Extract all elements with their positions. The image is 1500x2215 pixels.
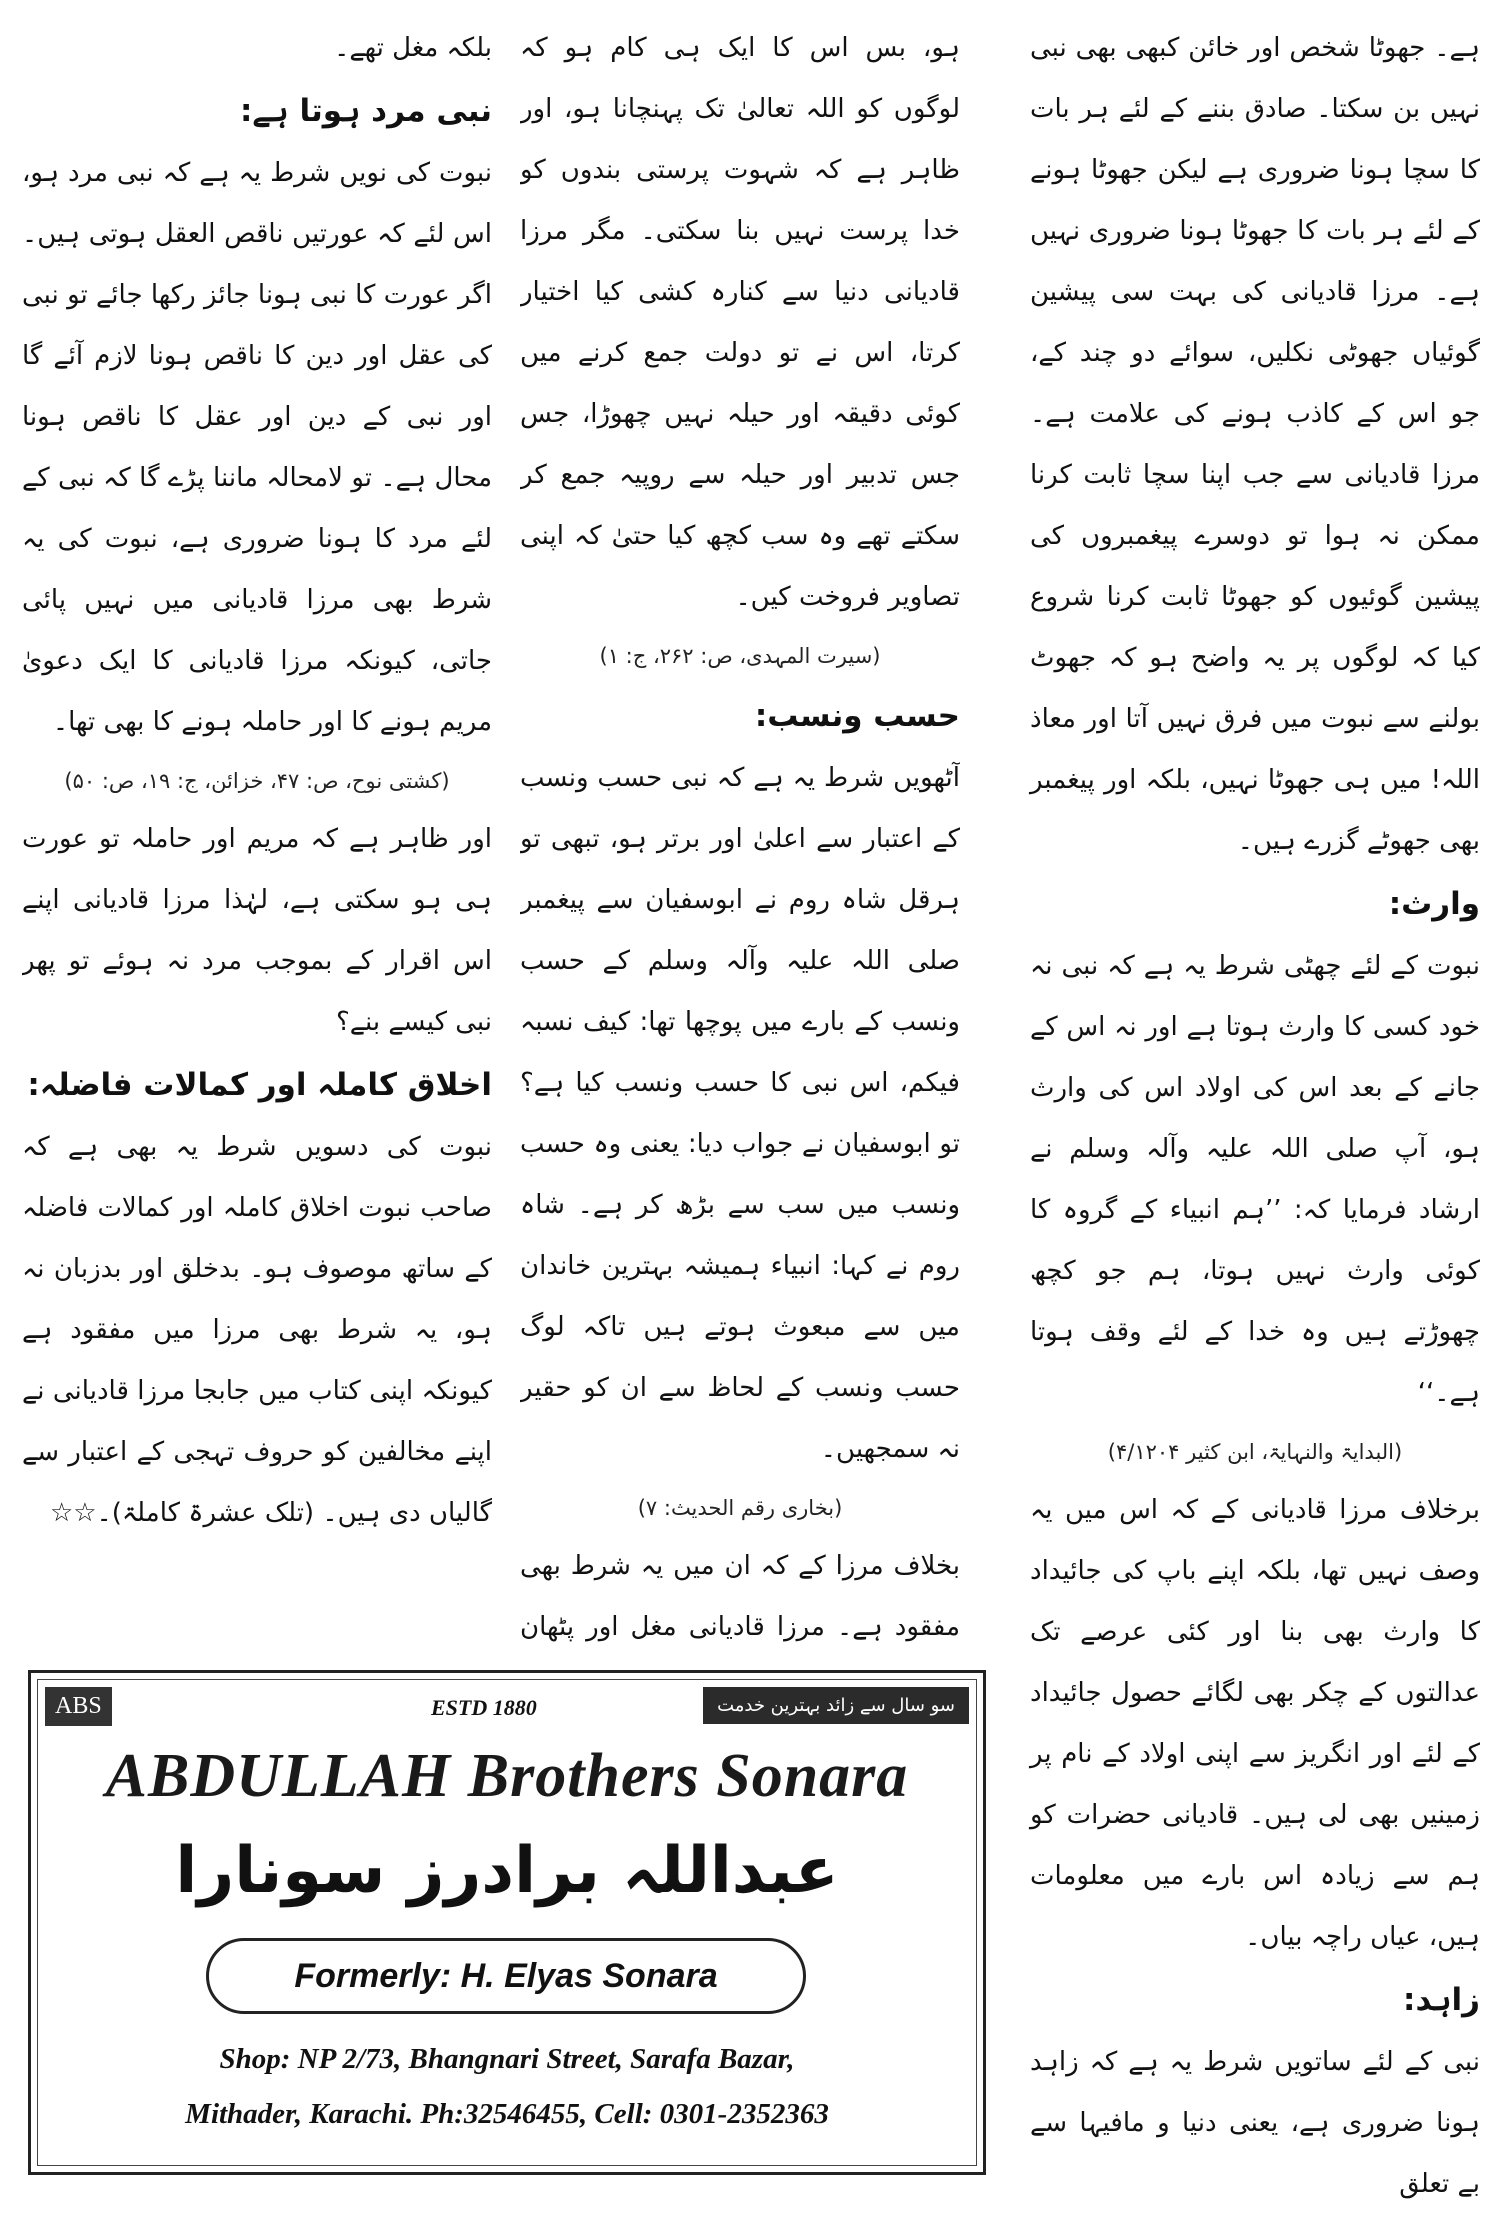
middle-column: [520, 18, 960, 1658]
paragraph: نبوت کی نویں شرط یہ ہے کہ نبی مرد ہو، اس لئے کہ عورتیں ناقص العقل ہوتی ہیں۔ اگر عورت کا نبی ہونا جائز رکھا جائے تو نبی کی عقل اور دین کا ناقص ہونا لازم آئے گا اور نبی کے دین اور عقل کا ناقص ہونا محال ہے۔ تو لامحالہ ماننا پڑے گا کہ نبی کے لئے مرد کا ہونا ضروری ہے، نبوت کی یہ شرط بھی مرزا قادیانی میں نہیں پائی جاتی، کیونکہ مرزا قادیانی کا ایک دعویٰ مریم ہونے کا اور حاملہ ہونے کا بھی تھا۔: [22, 158, 492, 737]
ad-brand-urdu: عبداللہ برادرز سونارا: [175, 1834, 839, 1908]
paragraph: بلکہ مغل تھے۔: [334, 33, 492, 63]
paragraph: آٹھویں شرط یہ ہے کہ نبی حسب ونسب کے اعتبار سے اعلیٰ اور برتر ہو، تبھی تو ہرقل شاہ روم نے ابوسفیان سے پیغمبر صلی اللہ علیہ وآلہ وسلم کے حسب ونسب کے بارے میں پوچھا تھا: کیف نسبہ فیکم، اس نبی کا حسب ونسب کیا ہے؟ تو ابوسفیان نے جواب دیا: یعنی وہ حسب ونسب میں سب سے بڑھ کر ہے۔ شاہ روم نے کہا: انبیاء ہمیشہ بہترین خاندان میں سے مبعوث ہوتے ہیں تاکہ لوگ حسب ونسب کے لحاظ سے ان کو حقیر نہ سمجھیں۔: [520, 763, 960, 1464]
ad-tagline: سو سال سے زائد بہترین خدمت: [703, 1687, 969, 1724]
paragraph: بخلاف مرزا کے کہ ان میں یہ شرط بھی مفقود ہے۔ مرزا قادیانی مغل اور پٹھان: [520, 1551, 960, 1642]
section-heading-hasab-nasab: حسب ونسب:: [754, 698, 960, 734]
ad-address-line-2: Mithader, Karachi. Ph:32546455, Cell: 0301-2352363: [185, 2098, 829, 2130]
right-column: [1030, 18, 1480, 2215]
ad-brand-english: ABDULLAH Brothers Sonara: [105, 1742, 909, 1810]
paragraph: ہو، بس اس کا ایک ہی کام ہو کہ لوگوں کو اللہ تعالیٰ تک پہنچانا ہو، اور ظاہر ہے کہ شہوت پرستی بندوں کو خدا پرست نہیں بنا سکتی۔ مگر مرزا قادیانی دنیا سے کنارہ کشی کیا اختیار کرتا، اس نے تو دولت جمع کرنے میں کوئی دقیقہ اور حیلہ نہیں چھوڑا، جس جس تدبیر اور حیلہ سے روپیہ جمع کر سکتے تھے وہ سب کچھ کیا حتیٰ کہ اپنی تصاویر فروخت کیں۔: [520, 33, 960, 612]
paragraph: برخلاف مرزا قادیانی کے کہ اس میں یہ وصف نہیں تھا، بلکہ اپنے باپ کی جائیداد کا وارث بھی بنا اور کئی عرصے تک عدالتوں کے چکر بھی لگائے حصول جائیداد کے لئے اور انگریز سے اپنی اولاد کے نام پر زمینیں بھی لی ہیں۔ قادیانی حضرات کو ہم سے زیادہ اس بارے میں معلومات ہیں، عیاں راچہ بیاں۔: [1030, 1495, 1480, 1952]
ad-formerly: Formerly: H. Elyas Sonara: [206, 1938, 806, 2014]
ad-badge: ABS: [45, 1687, 112, 1726]
paragraph: ہے۔ جھوٹا شخص اور خائن کبھی بھی نبی نہیں بن سکتا۔ صادق بننے کے لئے ہر بات کا سچا ہونا ضروری ہے لیکن جھوٹا ہونے کے لئے ہر بات کا جھوٹا ہونا ضروری نہیں ہے۔ مرزا قادیانی کی بہت سی پیشین گوئیاں جھوٹی نکلیں، سوائے دو چند کے، جو اس کے کاذب ہونے کی علامت ہے۔ مرزا قادیانی سے جب اپنا سچا ثابت کرنا ممکن نہ ہوا تو دوسرے پیغمبروں کی پیشین گوئیوں کو جھوٹا ثابت کرنا شروع کیا کہ لوگوں پر یہ واضح ہو کہ جھوٹ بولنے سے نبوت میں فرق نہیں آتا اور معاذ اللہ! میں ہی جھوٹا نہیں، بلکہ اور پیغمبر بھی جھوٹے گزرے ہیں۔: [1030, 33, 1480, 856]
advertisement-box: [28, 1670, 986, 2175]
section-heading-nabi-mard: نبی مرد ہوتا ہے:: [239, 93, 492, 129]
paragraph: نبوت کے لئے چھٹی شرط یہ ہے کہ نبی نہ خود کسی کا وارث ہوتا ہے اور نہ اس کے جانے کے بعد اس کی اولاد اس کی وارث ہو، آپ صلی اللہ علیہ وآلہ وسلم نے ارشاد فرمایا کہ: ’’ہم انبیاء کے گروہ کا کوئی وارث نہیں ہوتا، ہم جو کچھ چھوڑتے ہیں وہ خدا کے لئے وقف ہوتا ہے۔‘‘: [1030, 951, 1480, 1408]
section-heading-waris: وارث:: [1388, 886, 1480, 922]
paragraph: نبی کے لئے ساتویں شرط یہ ہے کہ زاہد ہونا ضروری ہے، یعنی دنیا و مافیہا سے بے تعلق: [1030, 2047, 1480, 2199]
citation: (بخاری رقم الحدیث: ۷): [637, 1496, 843, 1520]
section-heading-zahid: زاہد:: [1403, 1982, 1480, 2018]
left-column: [22, 18, 492, 1663]
ad-address-line-1: Shop: NP 2/73, Bhangnari Street, Sarafa Bazar,: [219, 2043, 795, 2075]
citation: (سیرت المہدی، ص: ۲۶۲، ج: ۱): [599, 644, 881, 668]
citation: (کشتی نوح، ص: ۴۷، خزائن، ج: ۱۹، ص: ۵۰): [64, 769, 450, 793]
paragraph: اور ظاہر ہے کہ مریم اور حاملہ تو عورت ہی ہو سکتی ہے، لہٰذا مرزا قادیانی اپنے اس اقرار کے بموجب مرد نہ ہوئے تو پھر نبی کیسے بنے؟: [22, 824, 492, 1037]
section-heading-akhlaq: اخلاق کاملہ اور کمالات فاضلہ:: [27, 1067, 492, 1103]
citation: (البدایۃ والنہایۃ، ابن کثیر ۴/۱۲۰۴): [1107, 1440, 1403, 1464]
ad-established: ESTD 1880: [431, 1695, 537, 1720]
paragraph: نبوت کی دسویں شرط یہ بھی ہے کہ صاحب نبوت اخلاق کاملہ اور کمالات فاضلہ کے ساتھ موصوف ہو۔ بدخلق اور بدزبان نہ ہو، یہ شرط بھی مرزا میں مفقود ہے کیونکہ اپنی کتاب میں جابجا مرزا قادیانی نے اپنے مخالفین کو حروف تہجی کے اعتبار سے گالیاں دی ہیں۔ (تلک عشرۃ کاملۃ)۔☆☆: [22, 1132, 492, 1528]
